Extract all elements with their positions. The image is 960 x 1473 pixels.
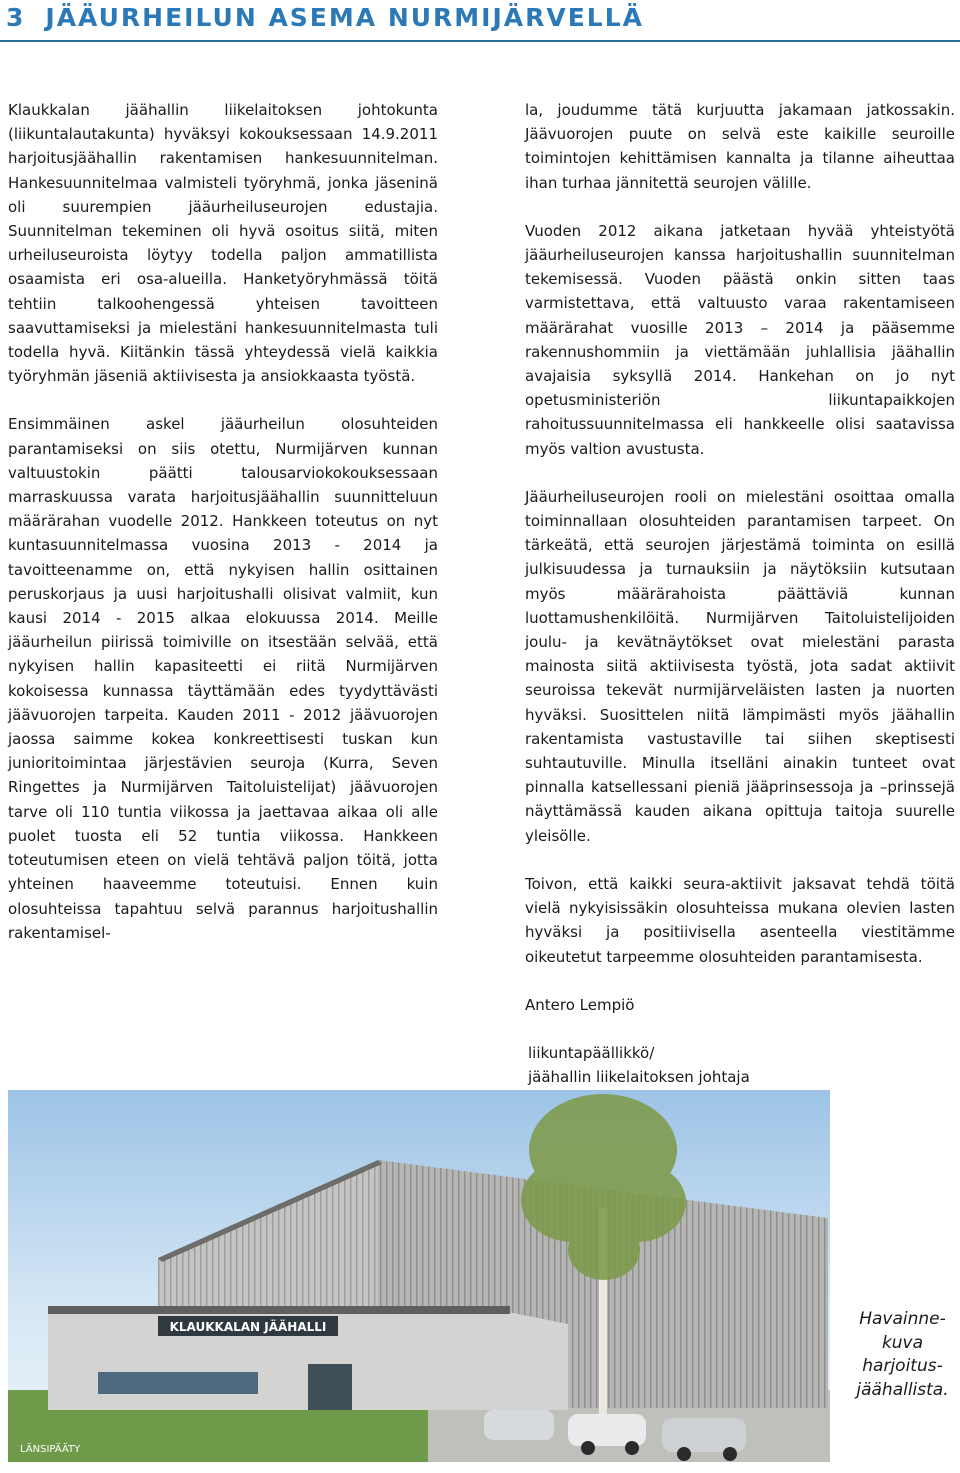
section-title-text: JÄÄURHEILUN ASEMA NURMIJÄRVELLÄ xyxy=(45,3,645,32)
signature-name: Antero Lempiö xyxy=(525,995,635,1014)
left-column xyxy=(8,98,438,969)
section-title xyxy=(0,0,960,32)
section-heading xyxy=(0,0,960,42)
left-paragraph-2: Ensimmäinen askel jääurheilun olosuhteiden parantamiseksi on siis otettu, Nurmijärven kunnan valtuustokin päätti talousarviokokouksessaan marraskuussa varata harjoitusjäähallin suunnitteluun määrärahan vuodelle 2012. Hankkeen toteutus on nyt kuntasuunnitelmassa vuosina 2013 - 2014 ja tavoitteenamme on, että nykyisen hallin osittainen peruskorjaus ja uusi harjoitushalli olisivat valmiit, kun kausi 2014 - 2015 alkaa elokuussa 2014. Meille jääurheilun piirissä toimiville on itsestään selvää, että nykyisen hallin kapasiteetti ei riitä Nurmijärven kokoisessa kunnassa täyttämään edes tyydyttävästi jäävuorojen tarpeita. Kauden 2011 - 2012 jäävuorojen jaossa saimme kokea konkreettisesti tuskan kun junioritoimintaa järjestävien seuroja (Kurra, Seven Ringettes ja Nurmijärven Taitoluistelijat) jäävuorojen tarve oli 110 tuntia viikossa ja jaettavaa aikaa oli alle puolet tuosta eli 52 tuntia viikossa. Hankkeen toteutumisen eteen on vielä tehtävä paljon töitä, jotta yhteinen haaveemme toteutuisi. Ennen kuin olosuhteissa tapahtuu selvä parannus harjoitushallin rakentamisel- xyxy=(8,415,438,942)
building-sign-text: KLAUKKALAN JÄÄHALLI xyxy=(169,1320,327,1334)
front-block-roof xyxy=(48,1306,510,1314)
right-paragraph-2: Vuoden 2012 aikana jatketaan hyvää yhteistyötä jääurheiluseurojen kanssa harjoitushallin suunnitelman tekemisessä. Vuoden päästä onkin sitten taas varmistettava, että valtuusto varaa rakentamiseen määrärahat vuosille 2013 – 2014 ja pääsemme rakennushommiin ja viettämään juhlallisia jäähallin avajaisia syksyllä 2014. Hankehan on jo nyt opetusministeriön liikuntapaikkojen rahoitussuunnitelmassa eli hankkeelle olisi saatavissa myös valtion avustusta. xyxy=(525,221,955,458)
right-paragraph-4: Toivon, että kaikki seura-aktiivit jaksavat tehdä töitä vielä nykyisissäkin olosuhteissa mukana olevien lasten hyväksi ja positiivisella asenteella viestitämme oikeutetut tarpeemme olosuhteiden parantamisesta. xyxy=(525,874,955,966)
corner-label: LÄNSIPÄÄTY xyxy=(20,1444,81,1455)
signature-role xyxy=(528,1041,955,1089)
right-column xyxy=(525,98,955,1089)
right-paragraph-3: Jääurheiluseurojen rooli on mielestäni osoittaa omalla toiminnallaan olosuhteiden parantamisen tarpeet. On tärkeätä, että seurojen järjestämä toiminta on esillä julkisuudessa ja turnauksiin ja näytöksiin kutsutaan myös määrärahoista päättäviä kunnan luottamushenkilöitä. Nurmijärven Taitoluistelijoiden joulu- ja kevätnäytökset ovat mielestäni parasta mainosta siitä aktiivisesta työstä, jota sadat aktiivit seuroissa tekevät nurmijärveläisten lasten ja nuorten hyväksi. Suosittelen niitä lämpimästi myös jäähallin rakentamista vastustaville tai siihen skeptisesti suhtautuville. Minulla itselläni ainakin tunteet ovat pinnalla katsellessani pieniä jääprinsessoja ja –prinssejä näyttämässä kauden aikana opittuja taitoja suurelle yleisölle. xyxy=(525,487,955,845)
front-block-door xyxy=(308,1364,352,1410)
building-illustration-svg xyxy=(8,1090,830,1462)
figure-caption: Havainne-kuva harjoitus-jäähallista. xyxy=(856,1309,949,1400)
signature xyxy=(525,993,955,1090)
signature-role-line-2: jäähallin liikelaitoksen johtaja xyxy=(528,1068,750,1087)
front-block-window xyxy=(98,1372,258,1394)
left-paragraph-1: Klaukkalan jäähallin liikelaitoksen johtokunta (liikuntalautakunta) hyväksyi kokouksessaan 14.9.2011 harjoitusjäähallin rakentamisen hankesuunnitelman. Hankesuunnitelmaa valmisteli työryhmä, jonka jäseninä oli suurempien jääurheiluseurojen edustajia. Suunnitelman tekeminen oli hyvä osoitus siitä, miten urheiluseuroista löytyy todella paljon ammatillista osaamista eri osa-alueilla. Hanketyöryhmässä töitä tehtiin talkoohengessä yhteisen tavoitteen saavuttamiseksi ja mielestäni hankesuunnitelmasta tuli todella hyvä. Kiitänkin tässä yhteydessä vielä kaikkia työryhmän jäseniä aktiivisesta ja ansiokkaasta työstä. xyxy=(8,101,438,386)
building-illustration xyxy=(8,1090,830,1462)
right-paragraph-1: la, joudumme tätä kurjuutta jakamaan jatkossakin. Jäävuorojen puute on selvä este kaikille seuroille toimintojen kehittämisen kannalta ja tilanne aiheuttaa ihan turhaa jännitettä seurojen välille. xyxy=(525,101,955,192)
signature-role-line-1: liikuntapäällikkö/ xyxy=(528,1043,655,1062)
section-number: 3 xyxy=(6,3,26,32)
